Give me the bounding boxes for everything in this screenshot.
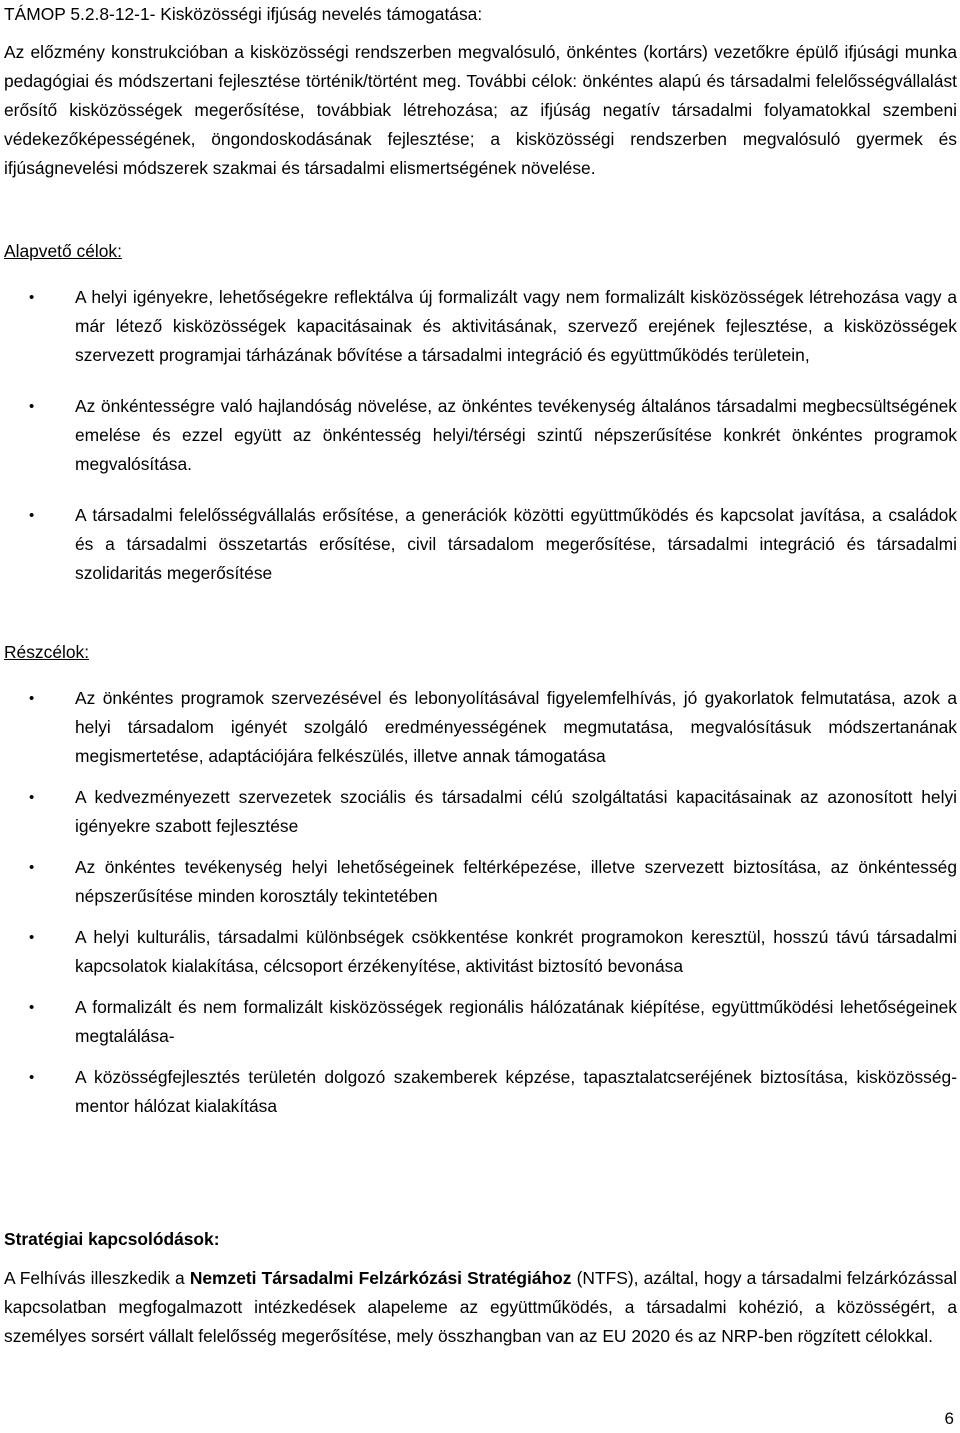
list-item-text: Az önkéntes tevékenység helyi lehetőségeinek feltérképezése, illetve szervezett biztosítása, az önkéntesség népszerűsítése minden korosztály tekintetében [75,857,957,906]
bullet-icon: • [29,507,35,524]
page-number: 6 [944,1409,954,1428]
basic-goals-heading: Alapvető célok: [4,241,122,261]
list-item [4,853,957,911]
list-item-text: A kedvezményezett szervezetek szociális és társadalmi célú szolgáltatási kapacitásainak az azonosított helyi igényekre szabott fejlesztése [75,787,957,836]
strategy-name: Nemzeti Társadalmi Felzárkózási Stratégiához [189,1268,572,1288]
list-item-text: A helyi igényekre, lehetőségekre reflektálva új formalizált vagy nem formalizált kisközösségek létrehozása vagy a már létező kisközösségek kapacitásainak és aktivitásának, szervező erejének fejlesztése, a kisközösségek szervezett programjai tárházának bővítése a társadalmi integráció és együttműködés területein, [75,287,957,365]
basic-goals-list [4,283,957,588]
list-item-text: Az önkéntességre való hajlandóság növelése, az önkéntes tevékenység általános társadalmi megbecsültségének emelése és ezzel együtt az önkéntesség helyi/térségi szintű népszerűsítése konkrét önkéntes programok megvalósítása. [75,396,957,474]
bullet-icon: • [29,289,35,306]
list-item [4,501,957,588]
list-item [4,783,957,841]
list-item-text: A társadalmi felelősségvállalás erősítése, a generációk közötti együttműködés és kapcsolat javítása, a családok és a társadalmi összetartás erősítése, civil társadalom megerősítése, társadalmi integráció és társadalmi szolidaritás megerősítése [75,505,957,583]
bullet-icon: • [29,859,35,876]
list-item [4,923,957,981]
strategic-text-after: (NTFS), azáltal, hogy a társadalmi felzárkózással kapcsolatban megfogalmazott intézkedések alapeleme az együttműködés, a társadalmi kohézió, a közösségért, a személyes sorsért vállalt felelősség megerősítése, mely összhangban van az EU 2020 és az NRP-ben rögzített célokkal. [4,1268,958,1346]
bullet-icon: • [29,929,35,946]
list-item [4,392,957,479]
list-item-text: Az önkéntes programok szervezésével és lebonyolításával figyelemfelhívás, jó gyakorlatok felmutatása, azok a helyi társadalom igényét szolgáló eredményességének megmutatása, megvalósításuk módszertanának megismertetése, adaptációjára felkészülés, illetve annak támogatása [75,688,957,766]
intro-paragraph: Az előzmény konstrukcióban a kisközösségi rendszerben megvalósuló, önkéntes (kortárs) vezetőkre épülő ifjúsági munka pedagógiai és módszertani fejlesztése történik/történt meg. További célok: önkéntes alapú és társadalmi felelősségvállalást erősítő kisközösségek megerősítése, továbbiak létrehozása; az ifjúság negatív társadalmi folyamatokkal szembeni védekezőképességének, öngondoskodásának fejlesztése; a kisközösségi rendszerben megvalósuló gyermek és ifjúságnevelési módszerek szakmai és társadalmi elismertségének növelése. [4,42,957,178]
strategic-text-before: A Felhívás illeszkedik a [4,1268,190,1288]
sub-goals-heading: Részcélok: [4,642,90,662]
bullet-icon: • [29,690,35,707]
bullet-icon: • [29,999,35,1016]
strategic-heading: Stratégiai kapcsolódások: [4,1229,220,1249]
document-page [4,0,957,1351]
bullet-icon: • [29,1069,35,1086]
list-item [4,684,957,771]
list-item [4,283,957,370]
sub-goals-list [4,684,957,1121]
list-item-text: A formalizált és nem formalizált kisközösségek regionális hálózatának kiépítése, együttműködési lehetőségeinek megtalálása- [75,997,957,1046]
list-item [4,1063,957,1121]
list-item-text: A közösségfejlesztés területén dolgozó szakemberek képzése, tapasztalatcseréjének biztosítása, kisközösség-mentor hálózat kialakítása [75,1067,957,1116]
bullet-icon: • [29,398,35,415]
page-title: TÁMOP 5.2.8-12-1- Kisközösségi ifjúság nevelés támogatása: [4,4,483,24]
strategic-paragraph [4,1264,957,1351]
list-item [4,993,957,1051]
list-item-text: A helyi kulturális, társadalmi különbségek csökkentése konkrét programokon keresztül, hosszú távú társadalmi kapcsolatok kialakítása, célcsoport érzékenyítése, aktivitást biztosító bevonása [75,927,957,976]
bullet-icon: • [29,789,35,806]
